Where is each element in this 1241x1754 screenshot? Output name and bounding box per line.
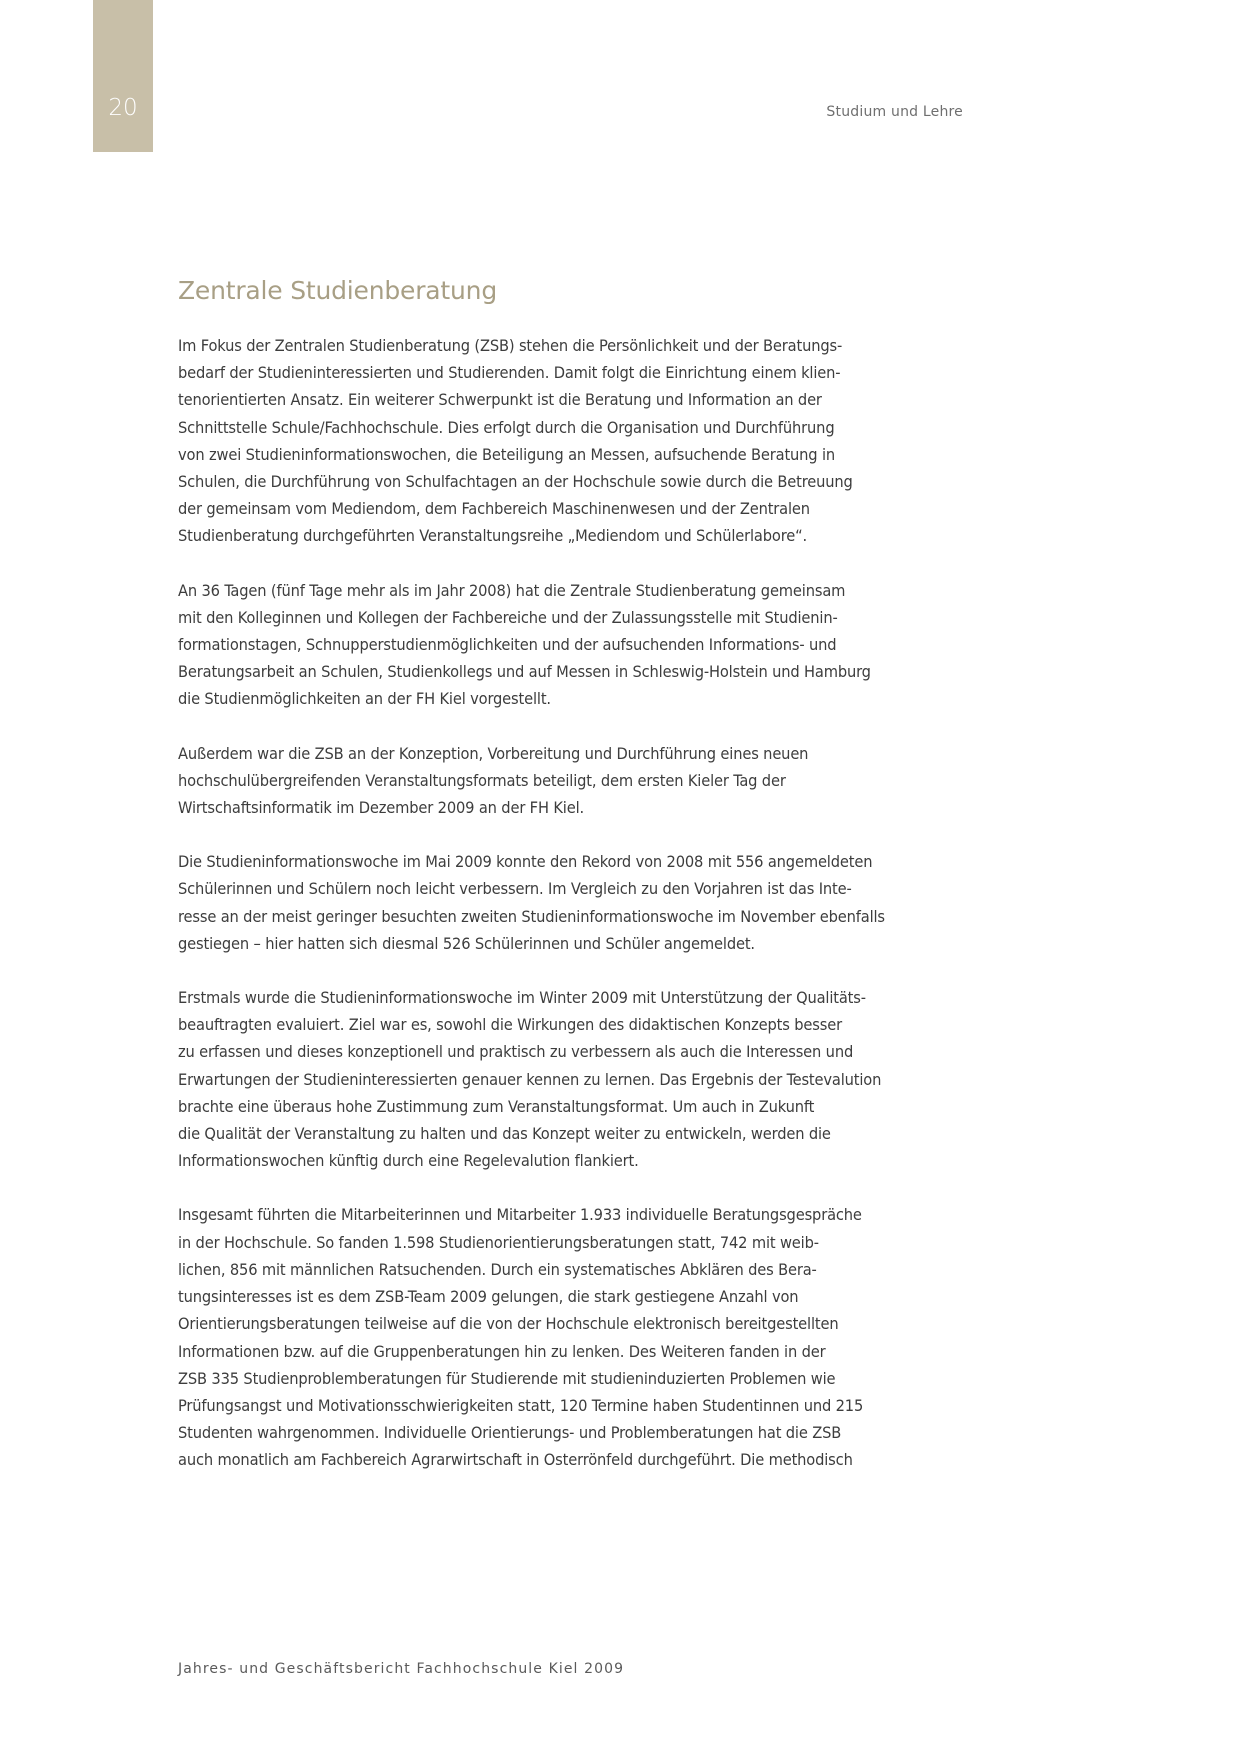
paragraph-line: zu erfassen und dieses konzeptionell und praktisch zu verbessern als auch die Interessen und [178, 1042, 854, 1062]
paragraph-line: Informationswochen künftig durch eine Regelevalution flankiert. [178, 1151, 639, 1171]
paragraph-line: die Qualität der Veranstaltung zu halten und das Konzept weiter zu entwickeln, werden die [178, 1124, 831, 1144]
paragraph-line: mit den Kolleginnen und Kollegen der Fachbereiche und der Zulassungsstelle mit Studienin- [178, 607, 838, 627]
article [178, 274, 964, 1501]
paragraph [178, 984, 964, 1174]
paragraph-line: brachte eine überaus hohe Zustimmung zum Veranstaltungsformat. Um auch in Zukunft [178, 1096, 815, 1116]
paragraph-line: gestiegen – hier hatten sich diesmal 526 Schülerinnen und Schüler angemeldet. [178, 933, 755, 953]
page-number: 20 [108, 95, 138, 121]
paragraph-line: Prüfungsangst und Motivationsschwierigkeiten statt, 120 Termine haben Studentinnen und 215 [178, 1395, 864, 1415]
paragraph-line: Erwartungen der Studieninteressierten genauer kennen zu lernen. Das Ergebnis der Testevalution [178, 1069, 882, 1089]
paragraph-line: Informationen bzw. auf die Gruppenberatungen hin zu lenken. Des Weiteren fanden in der [178, 1341, 826, 1361]
paragraph-line: Orientierungsberatungen teilweise auf die von der Hochschule elektronisch bereitgestellten [178, 1314, 839, 1334]
page-number-tab [93, 0, 153, 152]
paragraph-line: Studienberatung durchgeführten Veranstaltungsreihe „Mediendom und Schülerlabore“. [178, 526, 808, 546]
paragraph-line: hochschulübergreifenden Veranstaltungsformats beteiligt, dem ersten Kieler Tag der [178, 770, 786, 790]
paragraph-line: tungsinteresses ist es dem ZSB-Team 2009 gelungen, die stark gestiegene Anzahl von [178, 1287, 799, 1307]
paragraph-line: Im Fokus der Zentralen Studienberatung (ZSB) stehen die Persönlichkeit und der Beratungs- [178, 336, 843, 355]
paragraph-line: tenorientierten Ansatz. Ein weiterer Schwerpunkt ist die Beratung und Information an der [178, 390, 822, 410]
paragraph-line: von zwei Studieninformationswochen, die Beteiligung an Messen, aufsuchende Beratung in [178, 444, 836, 464]
paragraph [178, 740, 964, 822]
paragraph-line: resse an der meist geringer besuchten zweiten Studieninformationswoche im November ebenfalls [178, 906, 885, 926]
paragraph-line: die Studienmöglichkeiten an der FH Kiel vorgestellt. [178, 689, 551, 709]
paragraph-line: Insgesamt führten die Mitarbeiterinnen und Mitarbeiter 1.933 individuelle Beratungsgespräche [178, 1205, 862, 1225]
paragraph-line: Studenten wahrgenommen. Individuelle Orientierungs- und Problemberatungen hat die ZSB [178, 1423, 842, 1443]
paragraph-line: Schnittstelle Schule/Fachhochschule. Dies erfolgt durch die Organisation und Durchführung [178, 417, 835, 437]
paragraph-line: Beratungsarbeit an Schulen, Studienkollegs und auf Messen in Schleswig-Holstein und Hamburg [178, 662, 871, 682]
paragraph-line: formationstagen, Schnupperstudienmöglichkeiten und der aufsuchenden Informations- und [178, 635, 837, 655]
paragraph [178, 1201, 964, 1473]
paragraph-line: bedarf der Studieninteressierten und Studierenden. Damit folgt die Einrichtung einem klien- [178, 363, 841, 383]
paragraph-line: Schülerinnen und Schülern noch leicht verbessern. Im Vergleich zu den Vorjahren ist das Inte- [178, 879, 852, 899]
paragraph-line: ZSB 335 Studienproblemberatungen für Studierende mit studieninduzierten Problemen wie [178, 1368, 836, 1388]
paragraph-line: auch monatlich am Fachbereich Agrarwirtschaft in Osterrönfeld durchgeführt. Die methodisch [178, 1450, 853, 1470]
paragraph-line: Schulen, die Durchführung von Schulfachtagen an der Hochschule sowie durch die Betreuung [178, 472, 853, 492]
paragraph-line: Erstmals wurde die Studieninformationswoche im Winter 2009 mit Unterstützung der Qualitäts- [178, 988, 866, 1008]
paragraph-line: in der Hochschule. So fanden 1.598 Studienorientierungsberatungen statt, 742 mit weib- [178, 1232, 819, 1252]
article-body [178, 332, 964, 1474]
article-title: Zentrale Studienberatung [178, 276, 497, 305]
section-header: Studium und Lehre [826, 104, 963, 120]
paragraph-line: lichen, 856 mit männlichen Ratsuchenden. Durch ein systematisches Abklären des Bera- [178, 1259, 817, 1279]
page-footer: Jahres- und Geschäftsbericht Fachhochschule Kiel 2009 [178, 1661, 625, 1677]
paragraph-line: beauftragten evaluiert. Ziel war es, sowohl die Wirkungen des didaktischen Konzepts besser [178, 1015, 842, 1035]
paragraph [178, 848, 964, 957]
paragraph [178, 577, 964, 713]
paragraph-line: An 36 Tagen (fünf Tage mehr als im Jahr 2008) hat die Zentrale Studienberatung gemeinsam [178, 580, 846, 600]
paragraph-line: Außerdem war die ZSB an der Konzeption, Vorbereitung und Durchführung eines neuen [178, 743, 809, 763]
paragraph [178, 332, 964, 550]
paragraph-line: Wirtschaftsinformatik im Dezember 2009 an der FH Kiel. [178, 798, 584, 818]
paragraph-line: Die Studieninformationswoche im Mai 2009 konnte den Rekord von 2008 mit 556 angemeldeten [178, 852, 873, 872]
paragraph-line: der gemeinsam vom Mediendom, dem Fachbereich Maschinenwesen und der Zentralen [178, 499, 810, 519]
